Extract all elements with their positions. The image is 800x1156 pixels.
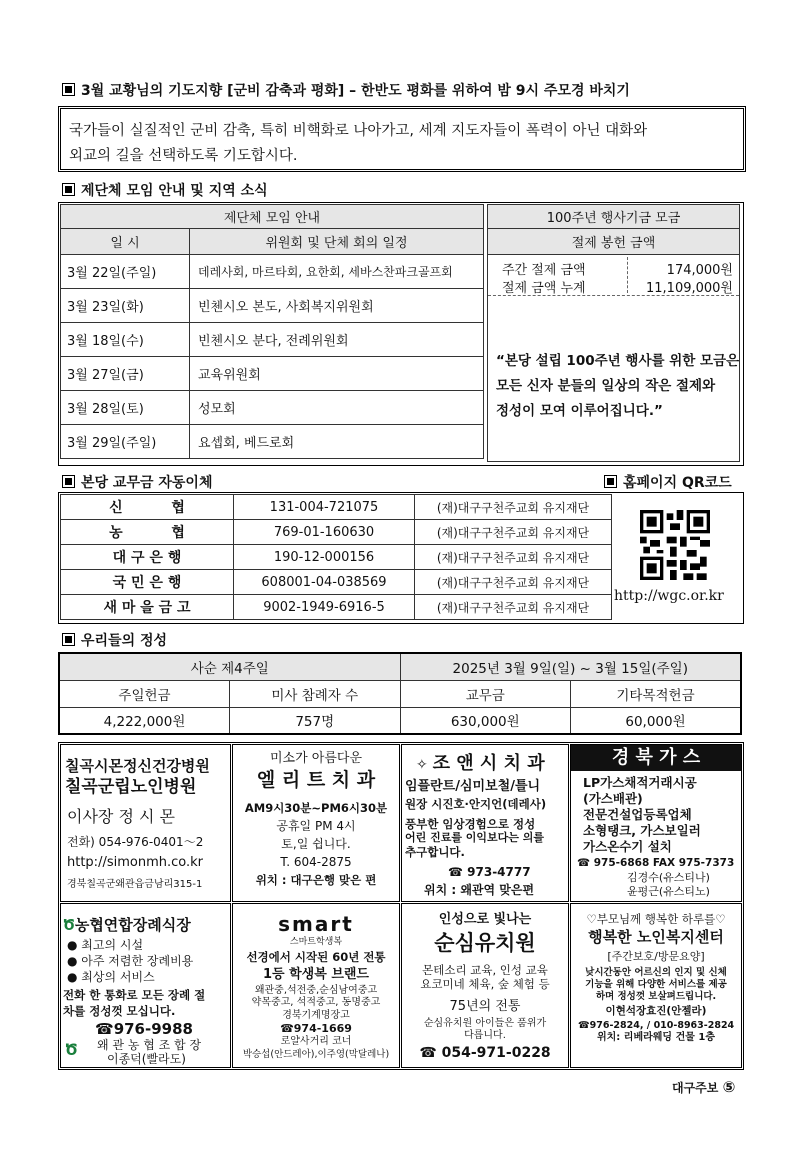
table-row: 3월 18일(수) 빈첸시오 분다, 전례위원회 xyxy=(61,323,484,357)
offering-period: 2025년 3월 9일(일) ~ 3월 15일(주일) xyxy=(400,653,741,680)
col-date: 일 시 xyxy=(61,229,190,255)
tooth-icon: ✧ xyxy=(416,757,433,773)
prayer-line-1: 국가들이 실질적인 군비 감축, 특히 비핵화로 나아가고, 세계 지도자들이 폭력이 아닌 대화와 xyxy=(69,123,648,139)
qr-code-icon[interactable] xyxy=(640,510,710,580)
table-row: 신 협 131-004-721075 (재)대구구천주교회 유지재단 xyxy=(61,495,612,520)
phone-icon xyxy=(578,1020,590,1031)
phone-icon xyxy=(280,1022,294,1035)
table-row: 3월 23일(화) 빈첸시오 본도, 사회복지위원회 xyxy=(61,289,484,323)
fund-subtitle: 절제 봉헌 금액 xyxy=(488,229,740,255)
fund-table xyxy=(487,204,740,462)
ad-gyeongbuk-gas[interactable]: 경 북 가 스 LP가스채적거래시공 (가스배관) 전문건설업등록업체 소형탱크, 가스보일러 가스온수기 설치 ☎ 975-6868 FAX 975-7373 김경수(유스티나) 윤평근(유스티노) xyxy=(570,744,742,902)
ad-sunsim-kindergarten[interactable]: 인성으로 빛나는 순심유치원 몬테소리 교육, 인성 교육 요코미네 체육, 숲 체험 등 75년의 전통 순심유치원 아이들은 품위가 다릅니다. ☎ 054-971-0228 xyxy=(401,903,569,1068)
page-number: ⑤ xyxy=(722,1078,736,1096)
table-row: 새 마 을 금 고 9002-1949-6916-5 (재)대구구천주교회 유지재단 xyxy=(61,595,612,620)
ad-funeral-hall[interactable]: Ծ농협연합장례식장 ● 최고의 시설 ● 아주 저렴한 장례비용 ● 최상의 서비스 전화 한 통화로 모든 장례 절 차를 정성껏 모십니다. ☎ 976-9988 Ծ 왜 관 농 협 조 합 장 이종덕(빨라도) xyxy=(60,903,231,1068)
table-row: 국 민 은 행 608001-04-038569 (재)대구구천주교회 유지재단 xyxy=(61,570,612,595)
qr-heading: 홈페이지 QR코드 xyxy=(604,472,732,492)
nh-logo-icon: Ծ xyxy=(65,1040,78,1059)
meetings-heading: 제단체 모임 안내 및 지역 소식 xyxy=(62,180,268,200)
ad-happy-senior-center[interactable]: ♡부모님께 행복한 하루를♡ 행복한 노인복지센터 [주간보호/방문요양] 낮시간동안 어르신의 인지 및 신체 기능을 위해 다양한 서비스를 제공 하며 정성껏 보살펴드립니다. 이현석장효진(안젤라) ☎ 976-2824, / 010-8963-2824 위치: 리베라웨딩 건물 1층 xyxy=(570,903,742,1068)
square-bullet-icon xyxy=(62,83,75,96)
square-bullet-icon xyxy=(62,475,75,488)
offering-heading: 우리들의 정성 xyxy=(62,630,167,650)
phone-icon xyxy=(419,1045,436,1061)
homepage-link[interactable]: http://wgc.or.kr xyxy=(614,588,724,604)
ad-simon-hospital[interactable]: 칠곡시몬정신건강병원 칠곡군립노인병원 이사장 정 시 몬 전화) 054-976-0401～2 http://simonmh.co.kr 경북칠곡군왜관읍금남리315-1 xyxy=(60,744,231,902)
phone-icon xyxy=(577,857,590,869)
table-row: 4,222,000원 757명 630,000원 60,000원 xyxy=(59,707,741,734)
table-row: 농 협 769-01-160630 (재)대구구천주교회 유지재단 xyxy=(61,520,612,545)
phone-icon xyxy=(448,865,463,879)
fund-divider xyxy=(627,257,628,293)
table-row: 3월 27일(금) 교육위원회 xyxy=(61,357,484,391)
meetings-table-title: 제단체 모임 안내 xyxy=(61,205,484,229)
square-bullet-icon xyxy=(62,183,75,196)
bank-table xyxy=(60,494,612,620)
bullet-icon: ● xyxy=(67,938,82,952)
fund-title: 100주년 행사기금 모금 xyxy=(488,205,740,229)
weekly-value: 174,000원 xyxy=(666,263,733,278)
fund-body xyxy=(488,255,739,461)
offering-week: 사순 제4주일 xyxy=(59,653,400,680)
table-row: 대 구 은 행 190-12-000156 (재)대구구천주교회 유지재단 xyxy=(61,545,612,570)
prayer-heading: 3월 교황님의 기도지향 [군비 감축과 평화] – 한반도 평화를 위하여 밤 9시 주모경 바치기 xyxy=(62,80,630,100)
fund-quote: “본당 설립 100주년 행사를 위한 모금은 모든 신자 분들의 일상의 작은 절제와 정성이 모여 이루어집니다.” xyxy=(496,353,740,419)
ad-joan-dental[interactable]: ✧ 조 앤 시 치 과 임플란트/심미보철/틀니 원장 시진호·안지언(데레사) 풍부한 임상경험으로 정성 어린 진료를 이익보다는 의를 추구합니다. ☎ 973-4777 위치 : 왜관역 맞은편 xyxy=(401,744,569,902)
meetings-table xyxy=(60,204,484,459)
bullet-icon: ● xyxy=(67,954,82,968)
bank-heading: 본당 교무금 자동이체 xyxy=(62,472,212,492)
bullet-icon: ● xyxy=(67,970,82,984)
table-row: 3월 29일(주일) 요셉회, 베드로회 xyxy=(61,425,484,459)
footer-label: 대구주보 xyxy=(672,1081,719,1095)
square-bullet-icon xyxy=(604,475,617,488)
weekly-label: 주간 절제 금액 xyxy=(502,263,586,278)
prayer-box xyxy=(58,106,746,172)
square-bullet-icon xyxy=(62,633,75,646)
phone-icon xyxy=(95,1020,114,1038)
total-value: 11,109,000원 xyxy=(646,281,733,296)
total-label: 절제 금액 누계 xyxy=(502,281,586,296)
table-row: 3월 22일(주일) 데레사회, 마르타회, 요한회, 세바스찬파크골프회 xyxy=(61,255,484,289)
table-row: 3월 28일(토) 성모회 xyxy=(61,391,484,425)
offering-table: 사순 제4주일 2025년 3월 9일(일) ~ 3월 15일(주일) 주일헌금 미사 참례자 수 교무금 기타목적헌금 4,222,000원 757명 630,000원 60,000원 xyxy=(58,652,742,735)
ad-smart-uniform[interactable]: smart 스마트학생복 선경에서 시작된 60년 전통 1등 학생복 브랜드 왜관중,석전중,순심남여중고 약목중고, 석적중고, 동명중고 경북기계명장고 ☎ 974-1669 로얄사거리 코너 박승섭(안드레아),이주영(막달레나) xyxy=(232,903,400,1068)
footer xyxy=(672,1078,735,1096)
nh-logo-icon: Ծ xyxy=(63,916,75,934)
fund-divider xyxy=(488,295,739,296)
prayer-line-2: 외교의 길을 선택하도록 기도합시다. xyxy=(69,148,298,164)
ad-elite-dental[interactable]: 미소가 아름다운 엘 리 트 치 과 AM9시30분~PM6시30분 공휴일 PM 4시 토,일 쉽니다. T. 604-2875 위치 : 대구은행 맞은 편 xyxy=(232,744,400,902)
col-schedule: 위원회 및 단체 회의 일정 xyxy=(190,229,484,255)
